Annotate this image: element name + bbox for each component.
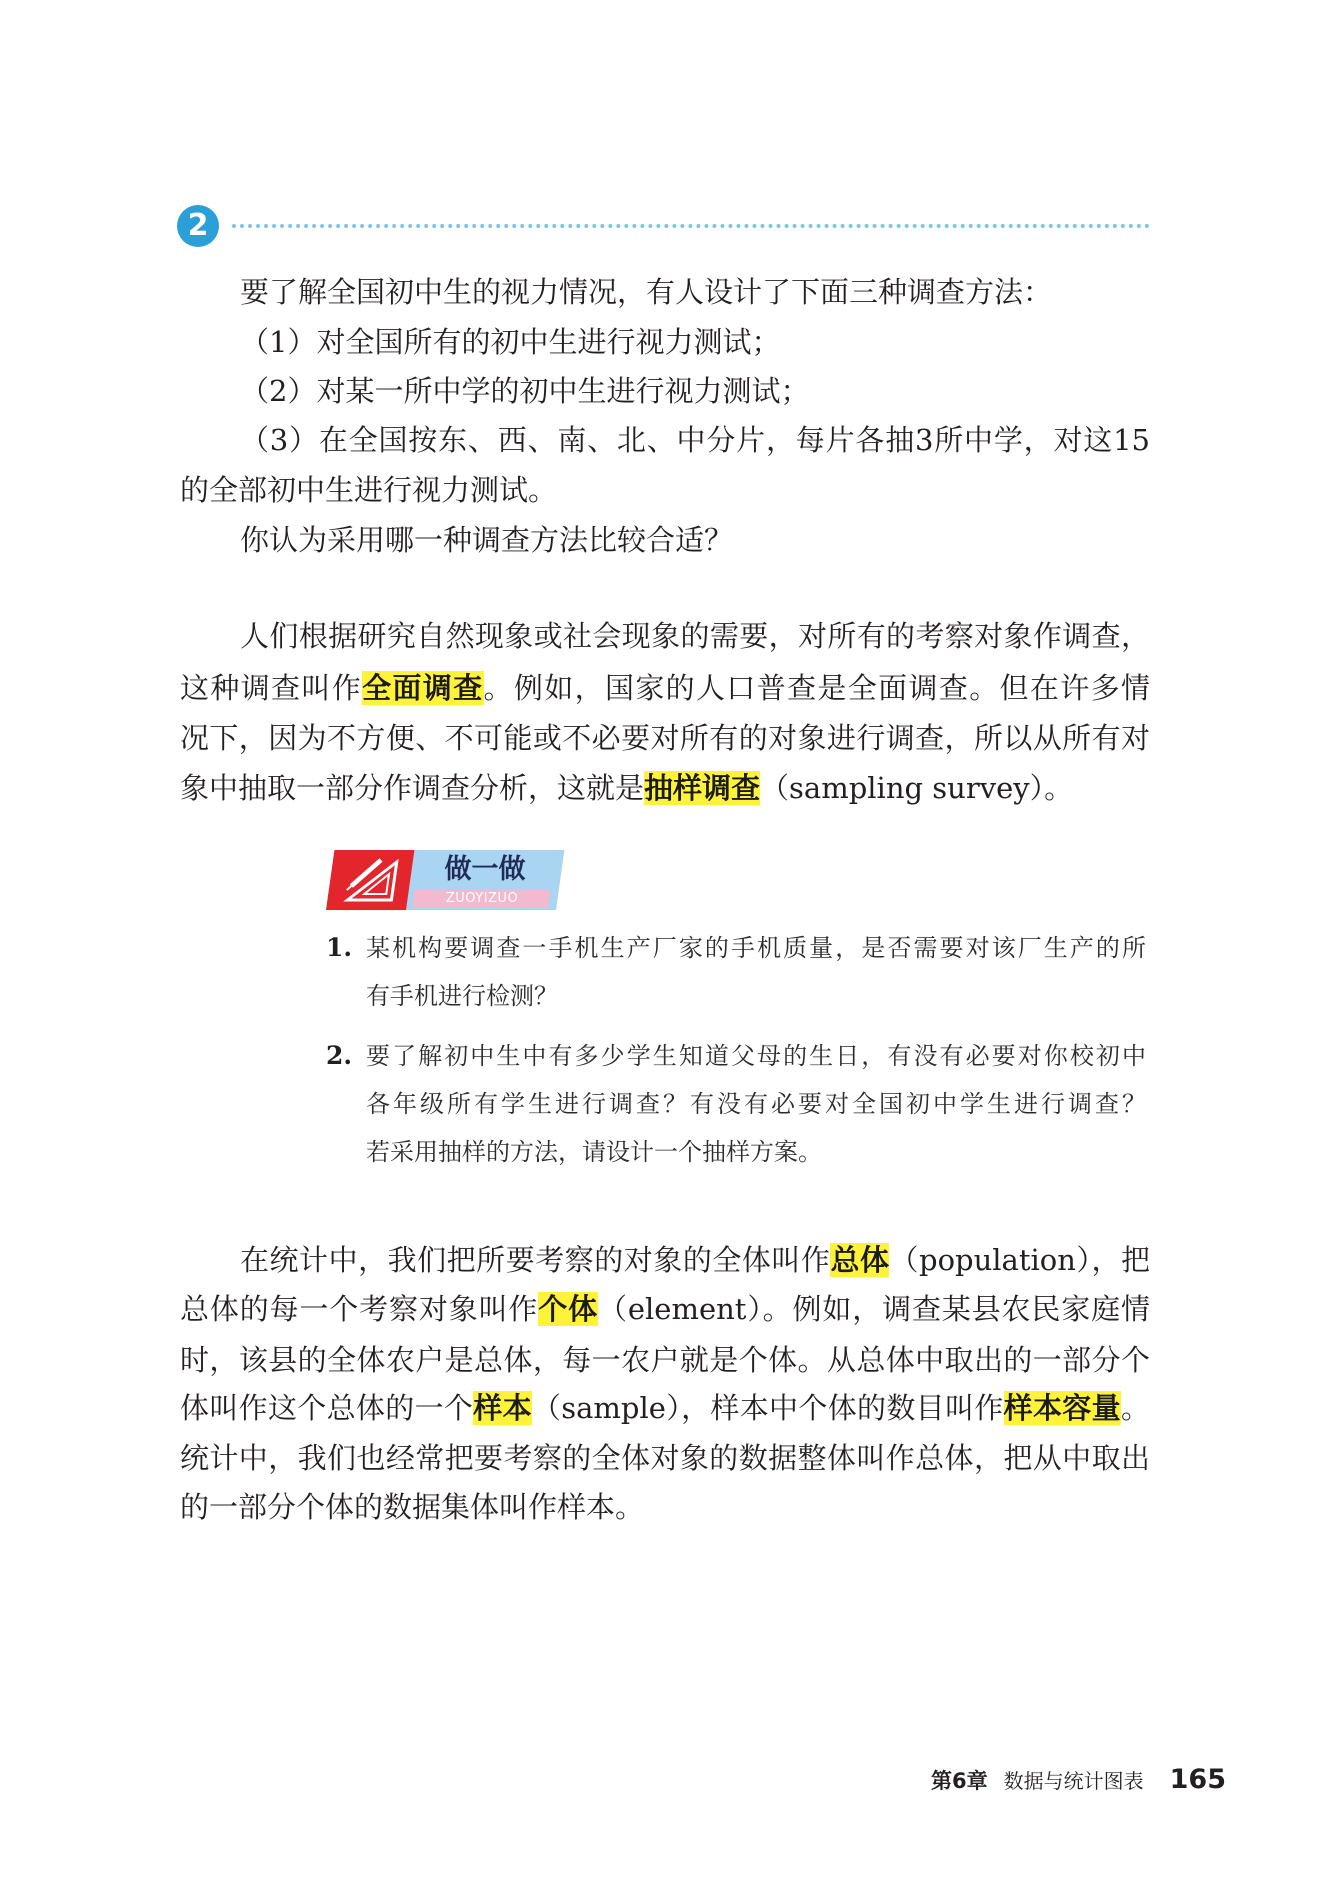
item-number: 2. bbox=[326, 1041, 353, 1070]
text-line bbox=[180, 1286, 1150, 1332]
item-text-line: 有手机进行检测？ bbox=[366, 982, 558, 1010]
activity-title: 做一做 bbox=[444, 854, 526, 885]
text-segment: 象中抽取一部分作调查分析，这就是 bbox=[180, 771, 645, 805]
item-text-line: 若采用抽样的方法，请设计一个抽样方案。 bbox=[366, 1138, 822, 1166]
text-line: 时，该县的全体农户是总体，每一农户就是个体。从总体中取出的一部分个 bbox=[180, 1343, 1150, 1377]
activity-subtitle: ZUOYIZUO bbox=[445, 891, 519, 906]
term-highlight: 总体 bbox=[830, 1243, 890, 1277]
text-segment: 体叫作这个总体的一个 bbox=[180, 1391, 474, 1425]
item-text-line: 某机构要调查一手机生产厂家的手机质量，是否需要对该厂生产的所 bbox=[366, 934, 1146, 962]
item-text-line: 各年级所有学生进行调查？有没有必要对全国初中学生进行调查？ bbox=[366, 1090, 1146, 1118]
text-line bbox=[180, 1385, 1150, 1431]
text-line bbox=[240, 1237, 1150, 1283]
term-highlight: 全面调查 bbox=[362, 671, 484, 705]
text-line bbox=[180, 665, 1150, 711]
text-line: 的一部分个体的数据集体叫作样本。 bbox=[180, 1490, 645, 1524]
text-segment: 。例如，国家的人口普查是全面调查。但在许多情 bbox=[483, 671, 1150, 705]
text-line bbox=[180, 765, 1150, 811]
question-prompt: 要了解全国初中生的视力情况，有人设计了下面三种调查方法： bbox=[240, 275, 1053, 309]
question-option-2: （2）对某一所中学的初中生进行视力测试； bbox=[240, 374, 810, 408]
question-ask: 你认为采用哪一种调查方法比较合适？ bbox=[240, 523, 734, 557]
page-footer bbox=[880, 1760, 1226, 1800]
text-segment: （population），把 bbox=[889, 1243, 1150, 1277]
item-number: 1. bbox=[326, 933, 353, 962]
ruler-triangle-icon bbox=[341, 856, 404, 904]
activity-icon-tile bbox=[326, 850, 418, 910]
question-option-3: （3）在全国按东、西、南、北、中分片，每片各抽3所中学，对这15 bbox=[240, 423, 1150, 457]
footer-chapter-title: 数据与统计图表 bbox=[1003, 1769, 1144, 1793]
text-segment: 这种调查叫作 bbox=[180, 671, 363, 705]
text-segment: （sample），样本中个体的数目叫作 bbox=[531, 1391, 1004, 1425]
text-line: 统计中，我们也经常把要考察的全体对象的数据整体叫作总体，把从中取出 bbox=[180, 1441, 1150, 1475]
text-line: 人们根据研究自然现象或社会现象的需要，对所有的考察对象作调查， bbox=[240, 619, 1150, 653]
text-line: 况下，因为不方便、不可能或不必要对所有的对象进行调查，所以从所有对 bbox=[180, 721, 1150, 755]
question-option-3-cont: 的全部初中生进行视力测试。 bbox=[180, 473, 558, 507]
term-highlight: 样本 bbox=[473, 1391, 532, 1425]
item-text-line: 要了解初中生中有多少学生知道父母的生日，有没有必要对你校初中 bbox=[366, 1042, 1146, 1070]
term-highlight: 个体 bbox=[538, 1292, 599, 1326]
text-segment: （sampling survey）。 bbox=[760, 771, 1074, 805]
text-segment: 在统计中，我们把所要考察的对象的全体叫作 bbox=[240, 1243, 831, 1277]
footer-chapter: 第6章 bbox=[931, 1769, 988, 1793]
section-divider-dotted bbox=[232, 224, 1150, 228]
section-number-badge: 2 bbox=[177, 205, 219, 247]
page-number: 165 bbox=[1169, 1764, 1226, 1795]
term-highlight: 抽样调查 bbox=[644, 771, 761, 805]
term-highlight: 样本容量 bbox=[1003, 1391, 1121, 1425]
question-option-1: （1）对全国所有的初中生进行视力测试； bbox=[240, 325, 781, 359]
text-segment: （element）。例如，调查某县农民家庭情 bbox=[598, 1292, 1150, 1326]
activity-label bbox=[326, 850, 556, 910]
text-segment: 总体的每一个考察对象叫作 bbox=[180, 1292, 539, 1326]
text-segment: 。 bbox=[1120, 1391, 1150, 1425]
